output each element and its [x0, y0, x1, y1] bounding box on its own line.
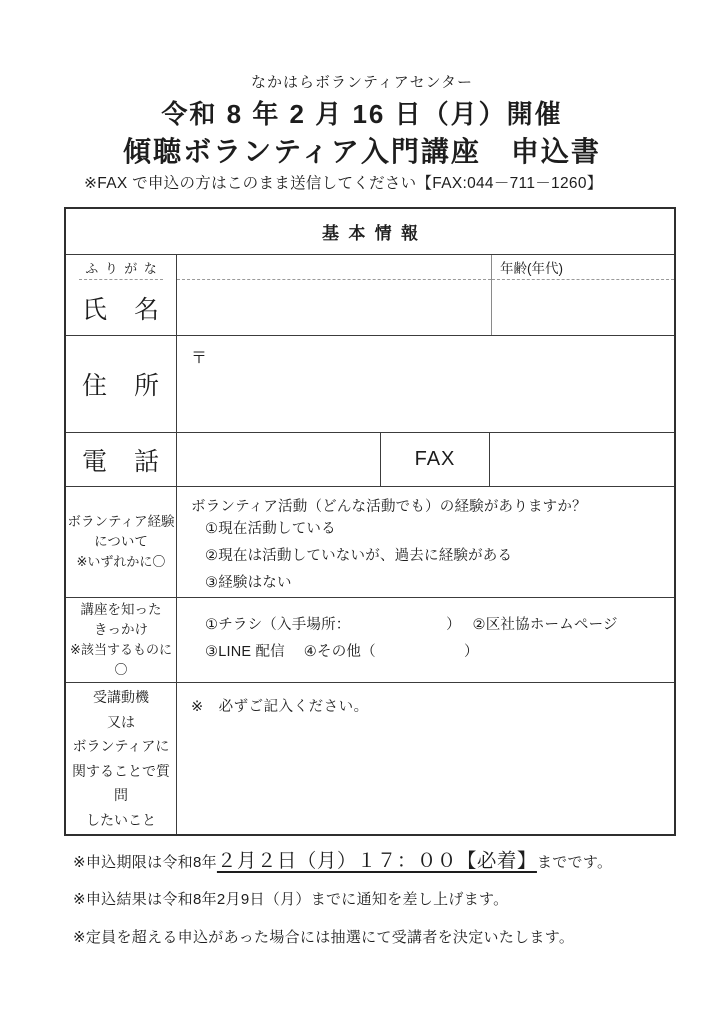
- name-input-cell[interactable]: [177, 255, 492, 335]
- table-row-motivation: [66, 682, 674, 834]
- motivation-label-line3: ボランティアに: [72, 738, 170, 754]
- result-note: ※申込結果は令和8年2月9日（月）までに通知を差し上げます。: [73, 891, 509, 908]
- experience-label-cell: [66, 487, 177, 597]
- basic-info-table: [64, 207, 676, 836]
- deadline-prefix: ※申込期限は令和8年: [73, 854, 217, 871]
- source-label-line3: ※該当するものに〇: [70, 642, 172, 677]
- organization-name: なかはらボランティアセンター: [250, 74, 474, 91]
- motivation-label-line5: したいこと: [86, 811, 156, 828]
- experience-option-1: ①現在活動している: [205, 521, 336, 537]
- source-options-cell: [177, 598, 674, 682]
- age-label-area: [492, 255, 674, 280]
- name-label: 氏 名: [81, 295, 160, 324]
- address-label: 住 所: [81, 372, 160, 400]
- experience-question: ボランティア活動（どんな活動でも）の経験がありますか？: [191, 499, 587, 515]
- source-label-cell: [66, 598, 177, 682]
- age-input-area[interactable]: [492, 280, 674, 335]
- age-label: 年齢(年代): [500, 261, 563, 276]
- source-option-line1: ①チラシ（入手場所： ） ②区社協ホームページ: [205, 617, 618, 633]
- source-option-line2: ③LINE 配信 ④その他（ ）: [205, 644, 479, 660]
- address-input-area[interactable]: [177, 336, 674, 432]
- experience-option-3: ③経験はない: [205, 575, 292, 591]
- motivation-label-line4: 関することで質問: [72, 762, 170, 803]
- fax-label-cell: [381, 433, 490, 486]
- phone-label-cell: [66, 433, 177, 486]
- source-label-line2: きっかけ: [94, 622, 148, 637]
- furigana-label-area: [79, 255, 164, 280]
- age-cell: [492, 255, 674, 335]
- motivation-label-line2: 又は: [107, 713, 135, 730]
- table-row-section-header: [66, 209, 674, 254]
- phone-input-area[interactable]: [177, 433, 381, 486]
- name-label-cell: [66, 255, 177, 335]
- phone-label: 電 話: [81, 447, 160, 476]
- fax-label: FAX: [414, 448, 456, 470]
- fax-input-area[interactable]: [490, 433, 674, 486]
- table-row-source: [66, 597, 674, 682]
- name-input-area[interactable]: [177, 280, 491, 335]
- form-title: 傾聴ボランティア入門講座 申込書: [123, 136, 601, 167]
- section-title: 基本情報: [321, 224, 428, 243]
- deadline-emphasis: ２月２日（月）１７：００【必着】: [216, 850, 537, 872]
- postal-mark-icon: 〒: [191, 350, 208, 367]
- address-label-cell: [66, 336, 177, 432]
- motivation-label-cell: [66, 683, 177, 834]
- experience-options-cell: [177, 487, 674, 597]
- table-row-address: [66, 335, 674, 432]
- deadline-note: [73, 845, 612, 873]
- table-row-experience: [66, 486, 674, 597]
- furigana-label: ふりがな: [85, 260, 164, 276]
- motivation-label-line1: 受講動機: [93, 689, 149, 705]
- lottery-note: ※定員を超える申込があった場合には抽選にて受講者を決定いたします。: [73, 929, 575, 946]
- motivation-required-note: ※ 必ずご記入ください。: [191, 699, 369, 715]
- furigana-input-area[interactable]: [177, 255, 491, 280]
- footer-notes: [73, 845, 612, 947]
- table-row-name: [66, 254, 674, 335]
- deadline-suffix: までです。: [536, 854, 613, 871]
- fax-instruction: ※FAX で申込の方はこのまま送信してください【FAX:044－711－1260】: [84, 175, 603, 192]
- experience-option-2: ②現在は活動していないが、過去に経験がある: [205, 548, 513, 564]
- event-date-title: 令和 8 年 2 月 16 日（月）開催: [161, 99, 563, 129]
- motivation-input-area[interactable]: [177, 683, 674, 834]
- experience-label-line1: ボランティア経験: [67, 514, 175, 529]
- source-label-line1: 講座を知った: [80, 602, 162, 617]
- experience-label-line3: ※いずれかに〇: [76, 554, 166, 569]
- experience-label-line2: について: [94, 534, 148, 549]
- table-row-phone: [66, 432, 674, 486]
